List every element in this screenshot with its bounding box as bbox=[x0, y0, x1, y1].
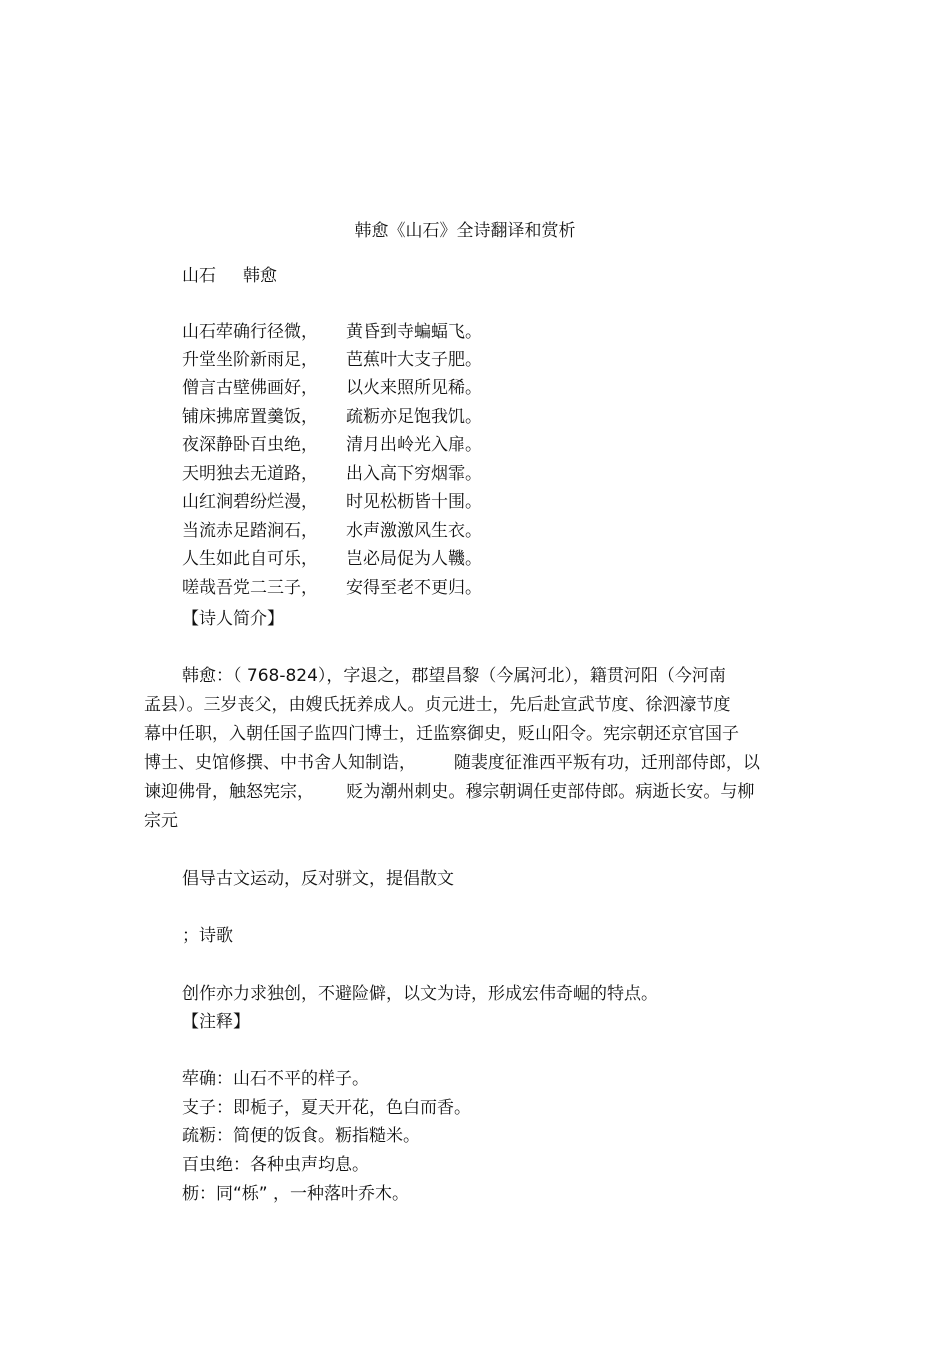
poem-line-right: 出入高下穷烟霏。 bbox=[346, 464, 482, 484]
poem-line-left: 僧言古壁佛画好， bbox=[182, 378, 318, 398]
poem-line-left: 铺床拂席置羹饭， bbox=[182, 407, 318, 427]
bio-line: 幕中任职，入朝任国子监四门博士，迁监察御史，贬山阳令。宪宗朝还京官国子 bbox=[144, 724, 739, 744]
poem-line-left: 当流赤足踏涧石， bbox=[182, 521, 318, 541]
note-item: 支子：即栀子，夏天开花，色白而香。 bbox=[182, 1098, 471, 1118]
poem-line-right: 以火来照所见稀。 bbox=[346, 378, 482, 398]
poem-line-right: 清月出岭光入扉。 bbox=[346, 435, 482, 455]
note-item: 百虫绝：各种虫声均息。 bbox=[182, 1155, 369, 1175]
poem-line-left: 天明独去无道路， bbox=[182, 464, 318, 484]
note-item: 荦确：山石不平的样子。 bbox=[182, 1069, 369, 1089]
note-item: 枥：同“栎” ，一种落叶乔木。 bbox=[182, 1184, 410, 1204]
notes-heading: 【注释】 bbox=[182, 1012, 250, 1032]
paragraph-guwen: 倡导古文运动，反对骈文，提倡散文 bbox=[182, 869, 454, 889]
intro-heading: 【诗人简介】 bbox=[182, 609, 284, 629]
paragraph-poetry: ；诗歌 bbox=[182, 926, 233, 946]
poem-line-right: 岂必局促为人鞿。 bbox=[346, 549, 482, 569]
bio-line: 博士、史馆修撰、中书舍人知制诰， 随裴度征淮西平叛有功，迁刑部侍郎，以 bbox=[144, 753, 760, 773]
poem-line-left: 嗟哉吾党二三子， bbox=[182, 578, 318, 598]
note-item: 疏粝：简便的饭食。粝指糙米。 bbox=[182, 1126, 420, 1146]
poem-line-left: 升堂坐阶新雨足， bbox=[182, 350, 318, 370]
poem-line-right: 黄昏到寺蝙蝠飞。 bbox=[346, 322, 482, 342]
poem-line-left: 山石荦确行径微， bbox=[182, 322, 318, 342]
paragraph-creation: 创作亦力求独创，不避险僻，以文为诗，形成宏伟奇崛的特点。 bbox=[182, 984, 658, 1004]
poem-line-right: 水声激激风生衣。 bbox=[346, 521, 482, 541]
bio-line: 孟县）。三岁丧父，由嫂氏抚养成人。贞元进士，先后赴宣武节度、徐泗濠节度 bbox=[144, 695, 731, 715]
poem-heading: 山石 韩愈 bbox=[182, 266, 278, 286]
document-title: 韩愈《山石》全诗翻译和赏析 bbox=[354, 221, 576, 241]
poem-line-left: 夜深静卧百虫绝， bbox=[182, 435, 318, 455]
poem-line-right: 时见松枥皆十围。 bbox=[346, 492, 482, 512]
poem-line-left: 山红涧碧纷烂漫， bbox=[182, 492, 318, 512]
poem-line-left: 人生如此自可乐， bbox=[182, 549, 318, 569]
bio-line: 韩愈：（ 768-824），字退之，郡望昌黎（今属河北），籍贯河阳（今河南 bbox=[182, 666, 726, 686]
bio-line: 宗元 bbox=[144, 811, 178, 831]
poem-line-right: 芭蕉叶大支子肥。 bbox=[346, 350, 482, 370]
poem-line-right: 安得至老不更归。 bbox=[346, 578, 482, 598]
poem-line-right: 疏粝亦足饱我饥。 bbox=[346, 407, 482, 427]
bio-line: 谏迎佛骨，触怒宪宗， 贬为潮州刺史。穆宗朝调任吏部侍郎。病逝长安。与柳 bbox=[144, 782, 755, 802]
